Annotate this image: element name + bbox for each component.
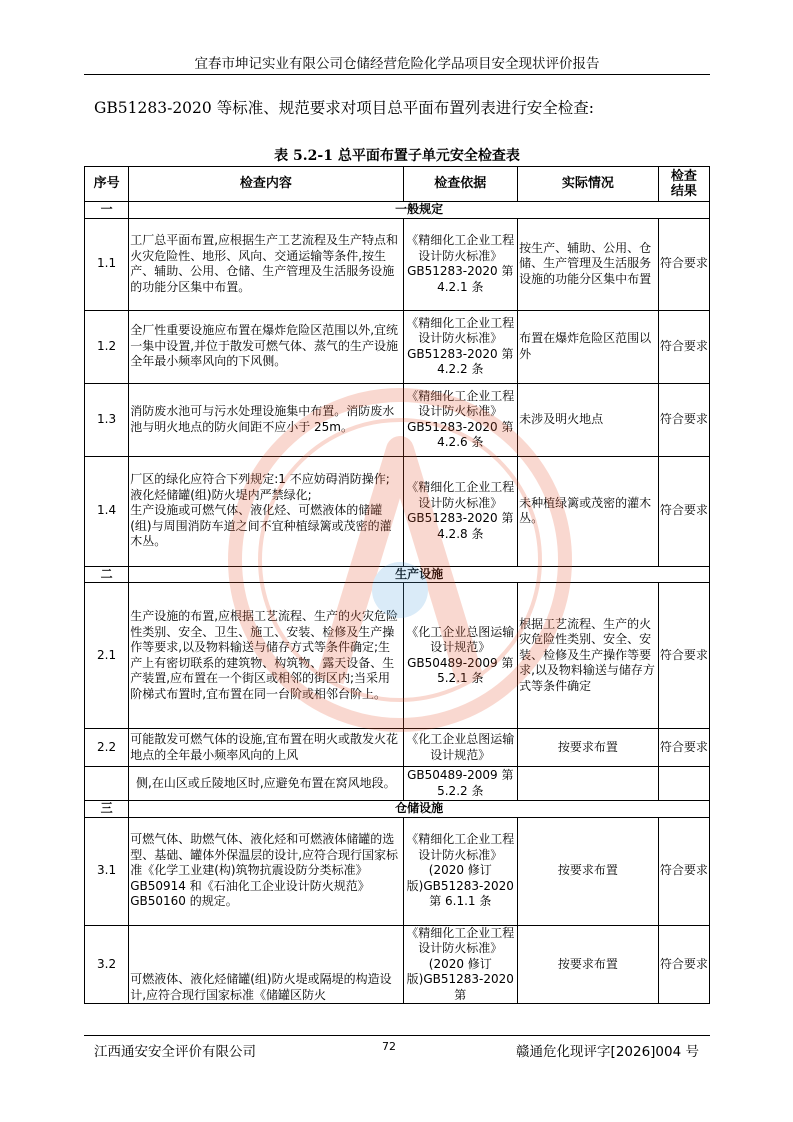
table-row: 2.1 生产设施的布置,应根据工艺流程、生产的火灾危险性类别、安全、卫生、施工、安装、检修及生产操作等要求,以及物料输送与储存方式等条件确定;生产上有密切联系的建筑物、构筑物、露天设备、生产装置,应布置在一个街区或相邻的街区内;当采用阶梯式布置时,宜布置在同一台阶或相邻台阶上。 《化工企业总图运输设计规范》GB50489-2009 第 5.2.1 条 根据工艺流程、生产的火灾危险性类别、安全、安装、检修及生产操作等要求,以及物料输送与储存方式等条件确定 符合要求	[85, 583, 710, 729]
page-number: 72	[382, 1040, 396, 1053]
footer-report-number: 赣通危化现评字[2026]004 号	[516, 1044, 699, 1060]
table-row: 1.3 消防废水池可与污水处理设施集中布置。消防废水池与明火地点的防火间距不应小于 25m。 《精细化工企业工程设计防火标准》GB51283-2020 第 4.2.6 条 未涉及明火地点 符合要求	[85, 383, 710, 456]
section-title: 仓储设施	[129, 801, 710, 818]
col-header-content: 检查内容	[129, 167, 403, 202]
section-title: 生产设施	[129, 566, 710, 583]
table-row: 2.2 可能散发可燃气体的设施,宜布置在明火或散发火花地点的全年最小频率风向的上风 《化工企业总图运输设计规范》 按要求布置 符合要求	[85, 729, 710, 767]
table-row-continued: 侧,在山区或丘陵地区时,应避免布置在窝风地段。 GB50489-2009 第 5.2.2 条	[85, 767, 710, 801]
col-header-result: 检查 结果	[658, 167, 709, 202]
section-row: 三 仓储设施	[85, 801, 710, 818]
footer-divider	[84, 1035, 710, 1036]
table-caption: 表 5.2-1 总平面布置子单元安全检查表	[274, 148, 520, 164]
section-row: 二 生产设施	[85, 566, 710, 583]
table-header-row	[85, 167, 710, 202]
col-header-basis: 检查依据	[403, 167, 518, 202]
safety-check-table	[84, 166, 710, 1004]
footer-company: 江西通安安全评价有限公司	[94, 1044, 256, 1060]
intro-text: GB51283-2020 等标准、规范要求对项目总平面布置列表进行安全检查:	[94, 99, 594, 117]
table-row: 3.1 可燃气体、助燃气体、液化烃和可燃液体储罐的选型、基础、罐体外保温层的设计,应符合现行国家标准《化学工业建(构)筑物抗震设防分类标准》GB50914 和《石油化工企业设计防火规范》GB50160 的规定。 《精细化工企业工程设计防火标准》(2020 修订版)GB51283-2020 第 6.1.1 条 按要求布置 符合要求	[85, 817, 710, 925]
table-row: 1.2 全厂性重要设施应布置在爆炸危险区范围以外,宜统一集中设置,并位于散发可燃气体、蒸气的生产设施全年最小频率风向的下风侧。 《精细化工企业工程设计防火标准》GB51283-2020 第 4.2.2 条 布置在爆炸危险区范围以外 符合要求	[85, 310, 710, 383]
table-row: 1.1 工厂总平面布置,应根据生产工艺流程及生产特点和火灾危险性、地形、风向、交通运输等条件,按生产、辅助、公用、仓储、生产管理及生活服务设施的功能分区集中布置。 《精细化工企业工程设计防火标准》GB51283-2020 第 4.2.1 条 按生产、辅助、公用、仓储、生产管理及生活服务设施的功能分区集中布置 符合要求	[85, 218, 710, 310]
table-row: 3.2 可燃液体、液化烃储罐(组)防火堤或隔堤的构造设计,应符合现行国家标准《储罐区防火 《精细化工企业工程设计防火标准》(2020 修订版)GB51283-2020 第 按要求布置 符合要求	[85, 925, 710, 1004]
section-title: 一般规定	[129, 202, 710, 219]
col-header-num: 序号	[85, 167, 129, 202]
page-header: 宜春市坤记实业有限公司仓储经营危险化学品项目安全现状评价报告	[84, 52, 710, 75]
table-row: 1.4 厂区的绿化应符合下列规定:1 不应妨碍消防操作; 液化烃储罐(组)防火堤内严禁绿化; 生产设施或可燃气体、液化烃、可燃液体的储罐(组)与周围消防车道之间不宜种植绿篱或茂密的灌木丛。 《精细化工企业工程设计防火标准》GB51283-2020 第 4.2.8 条 未种植绿篱或茂密的灌木丛。 符合要求	[85, 456, 710, 566]
section-row: 一 一般规定	[85, 202, 710, 219]
col-header-actual: 实际情况	[518, 167, 659, 202]
